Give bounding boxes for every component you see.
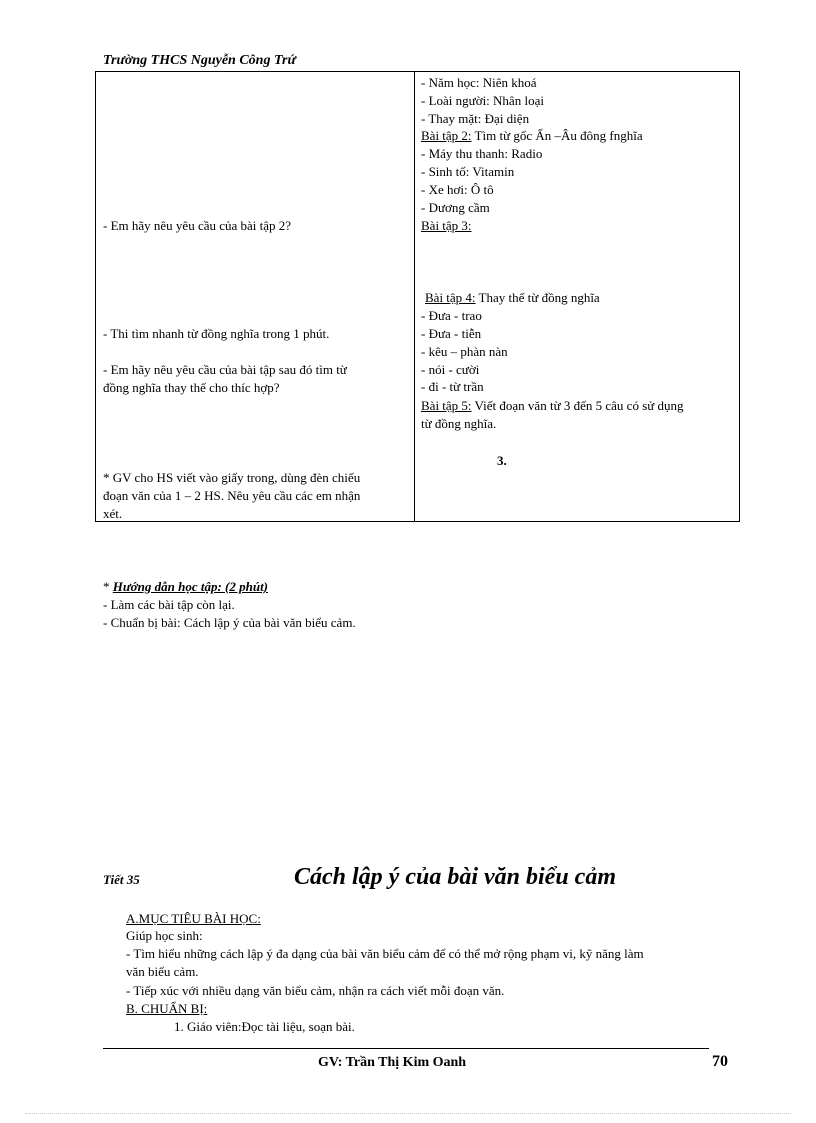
left-cell-line: đoạn văn của 1 – 2 HS. Nêu yêu cầu các em nhận (103, 488, 361, 503)
right-cell-line: - Đưa - trao (421, 308, 482, 323)
page-edge-dots (25, 1113, 791, 1114)
exercise-2-label: Bài tập 2: (421, 128, 472, 143)
footer-teacher: GV: Trần Thị Kim Oanh (318, 1055, 467, 1070)
left-cell-line: * GV cho HS viết vào giấy trong, dùng đèn chiếu (103, 470, 361, 485)
right-cell-line: - kêu – phàn nàn (421, 344, 508, 359)
study-guide-heading (103, 578, 356, 596)
lesson-line: văn biểu cảm. (126, 964, 199, 979)
lesson-title: Cách lập ý của bài văn biểu cảm (294, 864, 616, 890)
exercise-5-heading (421, 397, 684, 415)
left-cell-line: - Em hãy nêu yêu cầu của bài tập 2? (103, 218, 292, 233)
right-cell-line: - nói - cười (421, 362, 480, 377)
exercise-4-label: Bài tập 4: (425, 290, 476, 305)
exercise-3-label: Bài tập 3: (421, 218, 472, 233)
right-cell-line: - Thay mặt: Đại diện (421, 111, 530, 126)
page-number: 70 (712, 1053, 728, 1070)
lesson-line: - Tiếp xúc với nhiều dạng văn biểu cảm, nhận ra cách viết mỗi đoạn văn. (126, 983, 505, 998)
right-cell-line: - Xe hơi: Ô tô (421, 182, 494, 197)
school-header: Trường THCS Nguyễn Công Trứ (103, 53, 296, 68)
left-cell-line: xét. (103, 506, 123, 521)
study-guide (103, 578, 356, 632)
section-b-heading: B. CHUẨN BỊ: (126, 1001, 208, 1016)
exercise-5-text: Viết đoạn văn từ 3 đến 5 câu có sử dụng (471, 398, 684, 413)
right-cell-line: - Loài người: Nhân loại (421, 93, 544, 108)
left-cell-line: - Thi tìm nhanh từ đồng nghĩa trong 1 phút. (103, 326, 330, 341)
study-guide-item: - Chuẩn bị bài: Cách lập ý của bài văn biểu cảm. (103, 615, 356, 630)
lesson-line: Giúp học sinh: (126, 928, 203, 943)
exercise-2-text: Tìm từ gốc Ấn –Âu đông fnghĩa (471, 128, 643, 143)
star-bullet: * (103, 579, 113, 594)
lesson-number: Tiết 35 (103, 872, 140, 887)
exercise-4-text: Thay thế từ đồng nghĩa (475, 290, 600, 305)
right-cell-line: từ đồng nghĩa. (421, 416, 497, 431)
lesson-line: 1. Giáo viên:Đọc tài liệu, soạn bài. (174, 1019, 355, 1034)
exercise-5-label: Bài tập 5: (421, 398, 472, 413)
exercise-2-heading (421, 127, 643, 145)
study-guide-title: Hướng dẫn học tập: (2 phút) (112, 579, 269, 594)
right-cell-line: - Năm học: Niên khoá (421, 75, 537, 90)
right-cell-line: - Máy thu thanh: Radio (421, 146, 543, 161)
lesson-line: - Tìm hiểu những cách lập ý đa dạng của bài văn biểu cảm để có thể mở rộng phạm vi, kỹ năng làm (126, 946, 644, 961)
table-column-divider (414, 71, 415, 522)
activity-table (95, 71, 740, 522)
left-cell-line: đồng nghĩa thay thế cho thíc hợp? (103, 380, 280, 395)
left-cell-line: - Em hãy nêu yêu cầu của bài tập sau đó tìm từ (103, 362, 347, 377)
section-number: 3. (497, 453, 507, 468)
right-cell-line: - Sinh tố: Vitamin (421, 164, 515, 179)
right-cell-line: - Đưa - tiễn (421, 326, 482, 341)
right-cell-line: - đi - từ trần (421, 379, 484, 394)
footer-rule (103, 1048, 709, 1049)
right-cell-line: - Dương cầm (421, 200, 490, 215)
section-a-heading: A.MỤC TIÊU BÀI HỌC: (126, 911, 261, 926)
exercise-4-heading (425, 289, 600, 307)
study-guide-item: - Làm các bài tập còn lại. (103, 597, 235, 612)
